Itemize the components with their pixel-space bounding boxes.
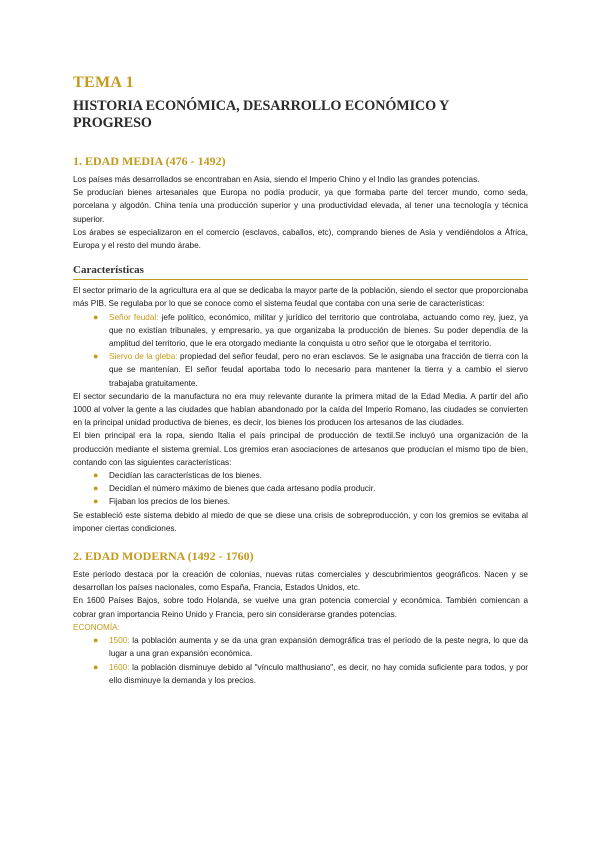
list-item-text: Decidían el número máximo de bienes que cada artesano podía producir. [109,484,376,494]
bullet-icon: ● [93,635,99,646]
paragraph: En 1600 Países Bajos, sobre todo Holanda, se vuelve una gran potencia comercial y económica. También comiencan a cobrar gran importancia Reino Unido y Francia, pero sin considerarse grandes potencias. [73,596,528,619]
economia-list [73,634,528,687]
list-item-text: propiedad del señor feudal, pero no eran esclavos. Se le asignaba una fracción de tierra con la que se mantenían. El señor feudal aportaba todo lo necesario para mantener la tierra y a cambio el siervo trabajaba gratuitamente. [109,352,528,388]
term-senor-feudal: Señor feudal: [109,312,159,322]
bullet-icon: ● [93,351,99,362]
paragraph: Se producían bienes artesanales que Europa no podía producir, ya que formaba parte del tercer mundo, como seda, porcelana y algodón. China tenía una producción superior y una productividad elevada, al tener una tecnología y técnica superior. [73,188,528,224]
bullet-icon: ● [93,661,99,672]
list-item [93,482,528,495]
list-item [93,311,528,351]
bullet-icon: ● [93,470,99,481]
bullet-icon: ● [93,483,99,494]
chapter-subtitle: HISTORIA ECONÓMICA, DESARROLLO ECONÓMICO Y PROGRESO [73,98,449,131]
section-heading-edad-moderna: 2. EDAD MODERNA (1492 - 1760) [73,549,254,564]
list-item-text: la población aumenta y se da una gran expansión demográfica tras el período de la peste negra, lo que da lugar a una gran expansión económica. [109,636,528,659]
term-siervo-gleba: Siervo de la gleba: [109,352,178,362]
section-heading-edad-media: 1. EDAD MEDIA (476 - 1492) [73,154,226,168]
list-item [93,661,528,687]
paragraph: Este período destaca por la creación de colonias, nuevas rutas comerciales y descubrimientos geográficos. Nacen y se desarrollan los países nacionales, como España, Francia, Estados Unidos, etc. [73,570,528,593]
paragraph: El sector primario de la agricultura era al que se dedicaba la mayor parte de la población, siendo el sector que proporcionaba más PIB. Se regulaba por lo que se conoce como el sistema feudal que contaba con una serie de características: [73,286,528,309]
paragraph: Los países más desarrollados se encontraban en Asia, siendo el Imperio Chino y el Indio las grandes potencias. [73,175,480,184]
list-item-text: Fijaban los precios de los bienes. [109,497,231,507]
paragraph: Los árabes se especializaron en el comercio (esclavos, caballos, etc), comprando bienes de Asia y vendiéndolos a África, Europa y el resto del mundo árabe. [73,227,528,251]
paragraph: Se estableció este sistema debido al miedo de que se diese una crisis de sobreproducción, y con los gremios se evitaba al imponer ciertas condiciones. [73,510,528,533]
list-item [93,350,528,390]
list-item [93,469,528,482]
subsection-heading-caracteristicas: Características [73,264,528,280]
bullet-icon: ● [93,496,99,507]
paragraph: El sector secundario de la manufactura no era muy relevante durante la primera mitad de la Edad Media. A partir del año 1000 al volver la gente a las ciudades que habían abandonado por la caída del Imperio Romano, las ciudades se convierten en la principal unidad productiva de bienes, es decir, los bienes los producen los artesanos de las ciudades. [73,391,528,428]
chapter-title: TEMA 1 [73,74,134,91]
economia-label: ECONOMÍA: [73,622,120,632]
list-item-text: jefe político, económico, militar y jurídico del territorio que controlaba, actuando como rey, juez, ya que no existían tribunales, y empresario, ya que organizaba la producción de bienes. Su poder dependía de la amplitud del territorio, que le era otorgado mediante la conquista u otro señor que le otorgaba el territorio. [109,312,528,349]
gremios-list [73,469,528,509]
bullet-icon: ● [93,311,99,322]
term-1600: 1600: [109,662,130,672]
paragraph: El bien principal era la ropa, siendo Italia el país principal de producción de textil.Se incluyó una organización de la producción mediante el sistema gremial. Los gremios eran asociaciones de artesanos que producían el mismo tipo de bien, contando con las siguientes características: [73,431,528,467]
term-1500: 1500: [109,636,130,646]
list-item-text: la población disminuye debido al "vínculo malthusiano", es decir, no hay comida suficiente para todos, y por ello disminuye la demanda y los precios. [109,662,528,685]
feudal-list [73,311,528,390]
list-item [93,634,528,660]
list-item [93,495,528,508]
list-item-text: Decidían las características de los bienes. [109,471,262,481]
